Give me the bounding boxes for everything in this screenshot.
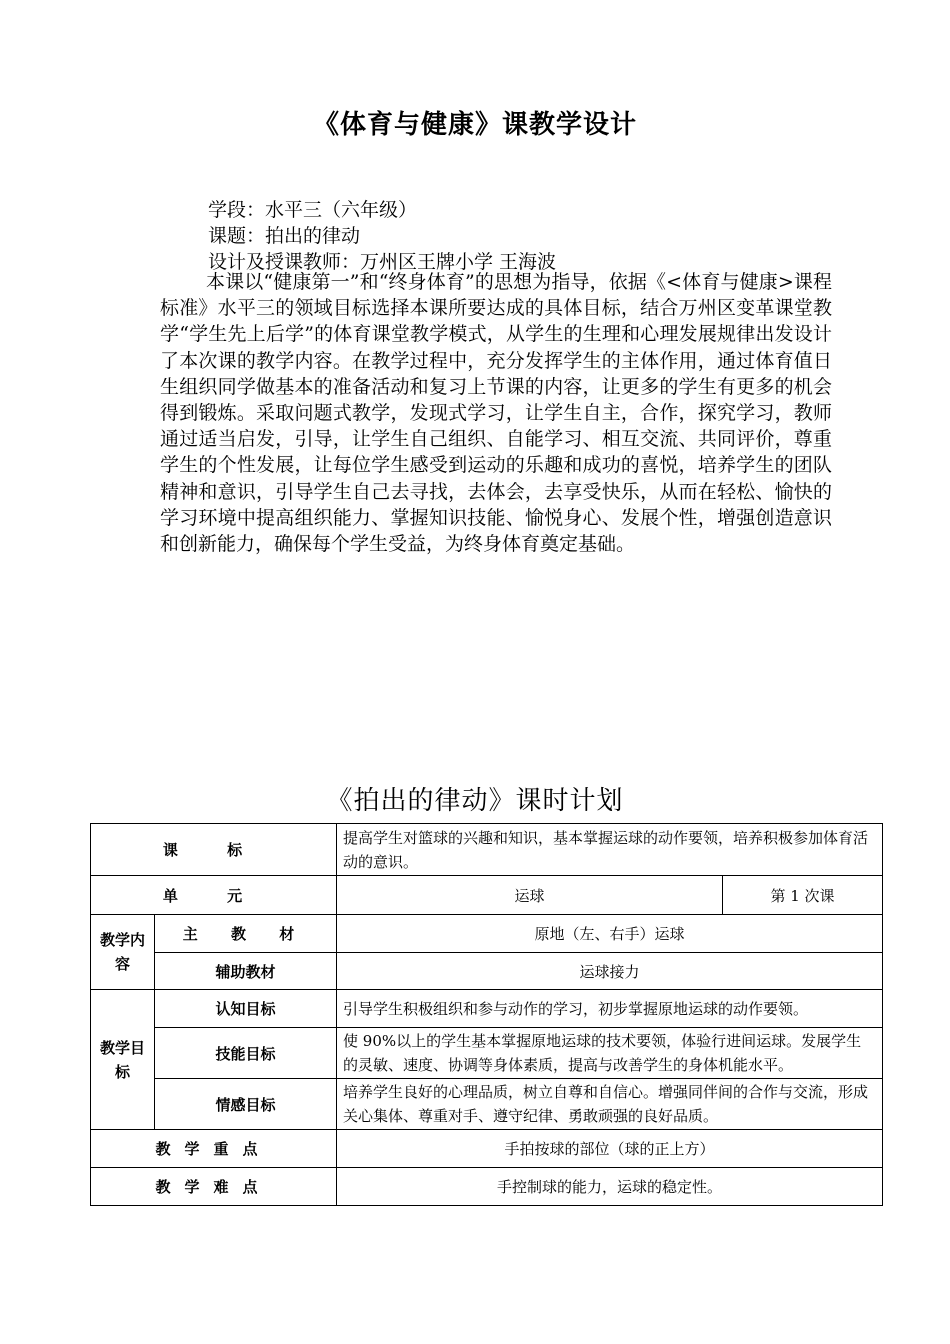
- unit-label: 单 元: [91, 876, 337, 915]
- emotion-label: 情感目标: [155, 1079, 337, 1130]
- table-row: [91, 915, 883, 953]
- goal-label: 教学目标: [91, 990, 155, 1130]
- content-label: 教学内容: [91, 915, 155, 990]
- stage-line: 学段：水平三（六年级）: [208, 199, 418, 221]
- aux-material-label: 辅助教材: [155, 953, 337, 990]
- table-row: [91, 1028, 883, 1079]
- main-material-label: 主 教 材: [155, 915, 337, 953]
- table-row: [91, 953, 883, 990]
- skill-label: 技能目标: [155, 1028, 337, 1079]
- teacher-line: 设计及授课教师：万州区王牌小学 王海波: [208, 251, 557, 273]
- table-row: [91, 990, 883, 1028]
- standard-label: 课 标: [91, 824, 337, 876]
- emotion-value: 培养学生良好的心理品质，树立自尊和自信心。增强同伴间的合作与交流，形成关心集体、尊重对手、遵守纪律、勇敢顽强的良好品质。: [337, 1079, 883, 1130]
- table-row: [91, 876, 883, 915]
- standard-value: 提高学生对篮球的兴趣和知识，基本掌握运球的动作要领，培养积极参加体育活动的意识。: [337, 824, 883, 876]
- table-row: [91, 1130, 883, 1168]
- key-point-label: 教学重点: [91, 1130, 337, 1168]
- difficulty-value: 手控制球的能力，运球的稳定性。: [337, 1168, 883, 1206]
- table-row: [91, 824, 883, 876]
- key-point-value: 手拍按球的部位（球的正上方）: [337, 1130, 883, 1168]
- skill-value: 使 90%以上的学生基本掌握原地运球的技术要领，体验行进间运球。发展学生的灵敏、速度、协调等身体素质，提高与改善学生的身体机能水平。: [337, 1028, 883, 1079]
- intro-paragraph: 本课以“健康第一”和“终身体育”的思想为指导，依据《<体育与健康>课程标准》水平三的领域目标选择本课所要达成的具体目标，结合万州区变革课堂教学“学生先上后学”的体育课堂教学模式，从学生的生理和心理发展规律出发设计了本次课的教学内容。在教学过程中，充分发挥学生的主体作用，通过体育值日生组织同学做基本的准备活动和复习上节课的内容，让更多的学生有更多的机会得到锻炼。采取问题式教学，发现式学习，让学生自主，合作，探究学习，教师通过适当启发，引导，让学生自己组织、自能学习、相互交流、共同评价，尊重学生的个性发展，让每位学生感受到运动的乐趣和成功的喜悦，培养学生的团队精神和意识，引导学生自己去寻找，去体会，去享受快乐，从而在轻松、愉快的学习环境中提高组织能力、掌握知识技能、愉悦身心、发展个性，增强创造意识和创新能力，确保每个学生受益，为终身体育奠定基础。: [160, 271, 832, 556]
- cognitive-value: 引导学生积极组织和参与动作的学习，初步掌握原地运球的动作要领。: [337, 990, 883, 1028]
- main-material-value: 原地（左、右手）运球: [337, 915, 883, 953]
- lesson-plan-title: 《拍出的律动》课时计划: [326, 786, 624, 816]
- topic-line: 课题：拍出的律动: [208, 225, 361, 247]
- table-row: [91, 1079, 883, 1130]
- aux-material-value: 运球接力: [337, 953, 883, 990]
- document-title: 《体育与健康》课教学设计: [312, 110, 637, 140]
- lesson-number: 第 1 次课: [723, 876, 883, 915]
- cognitive-label: 认知目标: [155, 990, 337, 1028]
- unit-value: 运球: [337, 876, 723, 915]
- lesson-plan-table: [90, 823, 883, 1206]
- table-row: [91, 1168, 883, 1206]
- difficulty-label: 教学难点: [91, 1168, 337, 1206]
